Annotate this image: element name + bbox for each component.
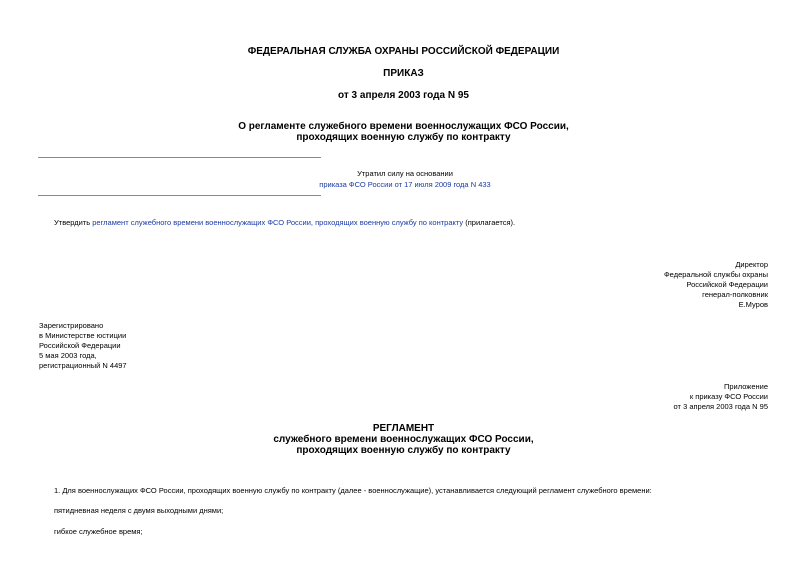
body-suffix: (прилагается). (463, 218, 516, 227)
document-type: ПРИКАЗ (383, 68, 424, 79)
signature-line: Российской Федерации (686, 280, 768, 289)
signature-block (568, 260, 768, 310)
document-title-line2: проходящих военную службу по контракту (296, 132, 511, 143)
document-date-number: от 3 апреля 2003 года N 95 (338, 90, 469, 101)
regulation-title: РЕГЛАМЕНТ (372, 423, 435, 434)
regulation-subtitle-line1: служебного времени военнослужащих ФСО России, (273, 434, 534, 445)
appendix-block (568, 382, 768, 412)
regulation-paragraph-3: гибкое служебное время; (54, 527, 143, 536)
registration-line: Российской Федерации (39, 341, 121, 350)
regulation-link[interactable]: регламент служебного времени военнослужащих ФСО России, проходящих военную службу по контракту (92, 218, 464, 227)
body-paragraph (54, 218, 774, 228)
body-prefix: Утвердить (54, 218, 93, 227)
divider-bottom (38, 195, 321, 196)
divider-top (38, 157, 321, 158)
registration-line: Зарегистрировано (39, 321, 104, 330)
status-text: Утратил силу на основании (357, 169, 453, 178)
document-title-line1: О регламенте служебного времени военнослужащих ФСО России, (238, 121, 569, 132)
appendix-line: к приказу ФСО России (689, 392, 768, 401)
status-link[interactable]: приказа ФСО России от 17 июля 2009 года N 433 (319, 180, 491, 189)
signature-line: Е.Муров (738, 300, 768, 309)
registration-line: 5 мая 2003 года, (39, 351, 97, 360)
appendix-line: от 3 апреля 2003 года N 95 (673, 402, 768, 411)
registration-line: регистрационный N 4497 (39, 361, 127, 370)
signature-line: генерал-полковник (702, 290, 768, 299)
appendix-line: Приложение (724, 382, 768, 391)
registration-block (39, 321, 239, 371)
regulation-paragraph-1: 1. Для военнослужащих ФСО России, проходящих военную службу по контракту (далее - военнослужащие), устанавливается следующий регламент служебного времени: (54, 486, 652, 495)
regulation-paragraph-2: пятидневная неделя с двумя выходными днями; (54, 506, 224, 515)
agency-name: ФЕДЕРАЛЬНАЯ СЛУЖБА ОХРАНЫ РОССИЙСКОЙ ФЕДЕРАЦИИ (247, 46, 560, 57)
regulation-subtitle-line2: проходящих военную службу по контракту (296, 445, 511, 456)
signature-line: Федеральной службы охраны (663, 270, 768, 279)
signature-line: Директор (735, 260, 768, 269)
registration-line: в Министерстве юстиции (39, 331, 127, 340)
